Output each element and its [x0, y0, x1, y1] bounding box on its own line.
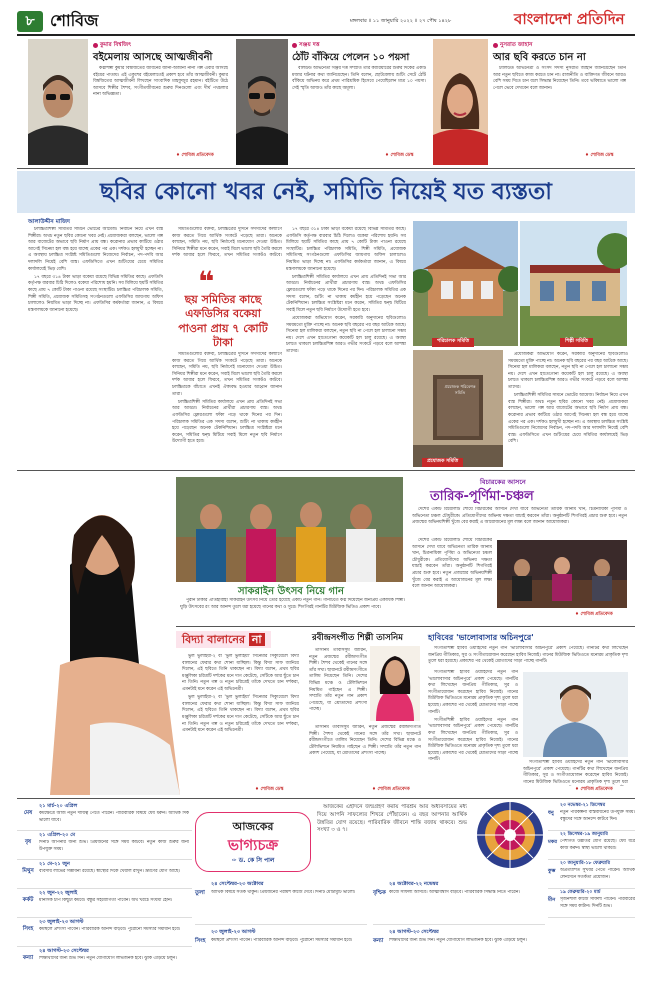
sakrain-body: পুরান ঢাকার ঐতিহ্যবাহী সাকরাইন উৎসব নিয়ে তৈরি হয়েছে একটি নতুন গান। গানটিতে কণ্ঠ দিয়েছেন জনপ্রিয় একাধিক শিল্পী। ঘুড়ি উৎসবের রং আর আনন্দ তুলে ধরা হয়েছে গানের কথা ও সুরে। শিগগিরই গানটির মিউজিক ভিডিও প্রকাশ পাবে।: [180, 598, 405, 610]
story1-kicker: কুমার বিশ্বজিৎ: [93, 41, 131, 49]
horoscope-sign: কন্যা: [22, 955, 34, 961]
tarik-headline-small: বিচারকের আসনে: [480, 478, 526, 486]
pullquote-mark: ❝: [198, 265, 215, 298]
horoscope-entry: [17, 831, 192, 860]
horoscope-sign: বৃষ: [24, 839, 32, 845]
page-number-badge: ৮: [17, 11, 43, 32]
lead-bottom-rule: [17, 470, 635, 471]
nusrat-photo: [433, 39, 488, 165]
habib-photo: [523, 672, 628, 757]
horoscope-date: ১৯ ফেব্রুয়ারি-২০ মার্চ: [560, 890, 601, 895]
lead-col2-lower: সমিতিগুলোর বক্তব্য, চলচ্চিত্রের দুর্দিনে সদস্যদের কল্যাণে কাজ করতে গিয়ে আর্থিক সংকটে পড়েছে তারা। অনেকে বলছেন, সমিতি নয়, ছবি নির্মাণেই মনোযোগ দেওয়া উচিত। সিনিয়র শিল্পীরা মনে করেন, সবাই মিলে ভালো ছবি তৈরি করলে দর্শক আবার হলে ফিরবে, তখন সমিতির সংকটও কাটবে। চলচ্চিত্রকে বাঁচাতে এখনই ঐক্যবদ্ধ হওয়ার আহ্বান জানান তারা। চলচ্চিত্রশিল্পী সমিতির কার্যালয়ে এখন প্রায় প্রতিদিনই সভা আর আড্ডা। নির্বাচনের প্রার্থীরা প্রচারণায় ব্যস্ত। অথচ এফডিসির ফ্লোরগুলো ফাঁকা পড়ে থাকে দিনের পর দিন। পরিচালক সমিতির এক সদস্য বলেন, শুটিং না থাকায় কর্মহীন হয়ে পড়েছেন অনেক টেকনিশিয়ান। চলচ্চিত্র সংশ্লিষ্টরা মনে করেন, সমিতির দ্বন্দ্ব মিটিয়ে সবাই মিলে নতুন ছবি নির্মাণে উদ্যোগী হতে হবে।: [172, 352, 282, 445]
horoscope-date: ২৪ আগস্ট-২৩ সেপ্টেম্বর: [389, 929, 439, 935]
tarik-body: দেশের একটি রিয়েলিটি শোয়ে বিচারকের আসনে দেখা যাবে অভিনেতা তারিক আনাম খান, চিত্রনায়িকা পূর্ণিমা ও অভিনেতা চঞ্চল চৌধুরীকে। প্রতিযোগীদের অভিনয় দক্ষতা যাচাই করবেন তাঁরা। অনুষ্ঠানটি শিগগিরই প্রচার শুরু হবে। নতুন প্রজন্মের অভিনয়শিল্পী খুঁজে বের করাই এ আয়োজনের মূল লক্ষ্য বলে জানান আয়োজকরা।: [412, 507, 627, 526]
horoscope-entry: [373, 880, 545, 925]
sakrain-headline: সাকরাইন উৎসব নিয়ে গান: [238, 586, 344, 597]
horoscope-text: শিক্ষার্থীদের জন্য শুভ দিন। নতুন যোগাযোগ লাভজনক হবে। ঝুঁকি এড়িয়ে চলুন।: [39, 956, 177, 961]
story2-body: বলিউড অভিনেতা সঞ্জয় দত্ত সম্প্রতি তাঁর ক্যারিয়ারের শুরুর দিকের একটি মজার ঘটনার কথা জানিয়েছেন। তিনি বলেন, ছোটবেলায় শুটিং সেটে ঠোঁট বাঁকিয়ে অভিনয় করে প্রথম পারিশ্রমিক হিসেবে পেয়েছিলেন মাত্র ১০ পয়সা। সেই স্মৃতি আজও তাঁর কাছে অমূল্য।: [292, 66, 426, 91]
vidya-photo: [30, 475, 180, 795]
horoscope-text: কর্মক্ষেত্রে আজ নতুন দায়িত্ব পেতে পারেন। পারিবারিক বিষয়ে ধৈর্য ধরুন। আর্থিক দিক ভালো যাবে।: [39, 811, 189, 823]
tarik-headline: তারিক-পূর্ণিমা-চঞ্চল: [430, 489, 534, 504]
zodiac-wheel: [475, 800, 545, 870]
story3-signature: ♦ শোবিজ ডেস্ক: [585, 153, 614, 158]
horoscope-date: ২৪ সেপ্টেম্বর-২৩ অক্টোবর: [211, 881, 264, 887]
horoscope-text: আর্থিক বিষয়ে সতর্ক থাকুন। প্রিয়জনের পরামর্শ কাজে দেবে। দিনটি মোটামুটি ভালো।: [211, 890, 356, 895]
vidya-signature: ♦ শোবিজ ডেস্ক: [255, 787, 284, 792]
habib-body-top: সংগীতশিল্পী হাবিব ওয়াহিদের নতুন গান 'ভালোবাসার অচিনপুরে' প্রকাশ পেয়েছে। গানটির কথা লিখেছেন জনপ্রিয় গীতিকার, সুর ও সংগীতায়োজন করেছেন হাবিব নিজেই। গানের মিউজিক ভিডিওতে মনোরম প্রাকৃতিক দৃশ্য তুলে ধরা হয়েছে। প্রকাশের পর থেকেই শ্রোতাদের সাড়া পাচ্ছে গানটি।: [428, 646, 628, 665]
tarik-signature: ♦ শোবিজ প্রতিবেদক: [575, 612, 613, 617]
tarik-photo: [497, 540, 627, 608]
horoscope-entry: [195, 880, 367, 925]
producer-plaque: প্রযোজক পরিবেশক সমিতি: [444, 384, 476, 395]
horoscope-text: কাজে সাফল্য আসবে। আত্মবিশ্বাস বাড়বে। পারিবারিক সিদ্ধান্ত নিতে পারেন।: [389, 890, 520, 895]
horoscope-text: সৃজনশীল কাজে সাফল্য পাবেন। পরিবারের সঙ্গে সময় কাটান। দিনটি শুভ।: [560, 897, 635, 909]
story2-headline: ঠোঁট বাঁকিয়ে পেলেন ১০ পয়সা: [292, 52, 410, 63]
horoscope-sign: কন্যা: [373, 938, 384, 944]
section-title: শোবিজ: [50, 11, 99, 30]
horoscope-entry: [17, 802, 192, 831]
horoscope-sign: মকর: [548, 839, 558, 845]
horoscope-author: ✑ ড. কে সি পাল: [231, 856, 275, 864]
horoscope-entry: [548, 860, 635, 889]
sakrain-photo: [176, 477, 403, 582]
tarik-body-left: দেশের একটি রিয়েলিটি শোয়ে বিচারকের আসনে দেখা যাবে অভিনেতা তারিক আনাম খান, চিত্রনায়িকা পূর্ণিমা ও অভিনেতা চঞ্চল চৌধুরীকে। প্রতিযোগীদের অভিনয় দক্ষতা যাচাই করবেন তাঁরা। অনুষ্ঠানটি শিগগিরই প্রচার শুরু হবে। নতুন প্রজন্মের অভিনয়শিল্পী খুঁজে বের করাই এ আয়োজনের মূল লক্ষ্য বলে জানান আয়োজকরা।: [412, 538, 492, 590]
horoscope-entry: [373, 928, 545, 973]
lead-col2: সমিতিগুলোর বক্তব্য, চলচ্চিত্রের দুর্দিনে সদস্যদের কল্যাণে কাজ করতে গিয়ে আর্থিক সংকটে পড়েছে তারা। অনেকে বলছেন, সমিতি নয়, ছবি নির্মাণেই মনোযোগ দেওয়া উচিত। সিনিয়র শিল্পীরা মনে করেন, সবাই মিলে ভালো ছবি তৈরি করলে দর্শক আবার হলে ফিরবে, তখন সমিতির সংকটও কাটবে।: [172, 227, 282, 257]
vidya-banner-emph: না: [249, 633, 265, 646]
masthead-rule: [17, 34, 635, 36]
horoscope-right-col: [548, 802, 635, 918]
habib-body-left: সংগীতশিল্পী হাবিব ওয়াহিদের নতুন গান 'ভালোবাসার অচিনপুরে' প্রকাশ পেয়েছে। গানটির কথা লিখেছেন জনপ্রিয় গীতিকার, সুর ও সংগীতায়োজন করেছেন হাবিব নিজেই। গানের মিউজিক ভিডিওতে মনোরম প্রাকৃতিক দৃশ্য তুলে ধরা হয়েছে। প্রকাশের পর থেকেই শ্রোতাদের সাড়া পাচ্ছে গানটি। সংগীতশিল্পী হাবিব ওয়াহিদের নতুন গান 'ভালোবাসার অচিনপুরে' প্রকাশ পেয়েছে। গানটির কথা লিখেছেন জনপ্রিয় গীতিকার, সুর ও সংগীতায়োজন করেছেন হাবিব নিজেই। গানের মিউজিক ভিডিওতে মনোরম প্রাকৃতিক দৃশ্য তুলে ধরা হয়েছে। প্রকাশের পর থেকেই শ্রোতাদের সাড়া পাচ্ছে গানটি।: [428, 670, 518, 763]
horoscope-date: ২০ জানুয়ারি-১৮ ফেব্রুয়ারি: [560, 861, 611, 866]
photo-director-association: [413, 221, 518, 346]
tasnim-signature: ♦ শোবিজ প্রতিবেদক: [372, 787, 410, 792]
habib-headline: হাবিবের 'ভালোবাসার অচিনপুরে': [428, 633, 534, 642]
horoscope-text: অপ্রত্যাশিত সুখবর পেতে পারেন। আর্থিক লেনদেনে সতর্কতা প্রয়োজন।: [560, 868, 635, 880]
horoscope-entry: [17, 947, 192, 976]
horoscope-title-main: ভাগ্যচক্র: [227, 835, 279, 854]
horoscope-entry: [17, 918, 192, 947]
horoscope-sign: মেষ: [23, 810, 33, 816]
habib-body: সংগীতশিল্পী হাবিব ওয়াহিদের নতুন গান 'ভালোবাসার অচিনপুরে' প্রকাশ পেয়েছে। গানটির কথা লিখেছেন জনপ্রিয় গীতিকার, সুর ও সংগীতায়োজন করেছেন হাবিব নিজেই। গানের মিউজিক ভিডিওতে মনোরম প্রাকৃতিক দৃশ্য তুলে ধরা: [523, 760, 628, 785]
horoscope-text: নতুন পরিকল্পনা বাস্তবায়নের উপযুক্ত সময়। বন্ধুদের সঙ্গে আনন্দে কাটবে দিন।: [560, 810, 635, 822]
horoscope-title-box: [195, 812, 311, 872]
tasnim-body: তাসনিম তাবাসসুম জারিন, নতুন প্রজন্মের রবীন্দ্রসংগীত শিল্পী। শৈশব থেকেই গানের সঙ্গে তাঁর সখ্য। ছায়ানটে রবীন্দ্রসংগীতে তালিম নিয়েছেন তিনি। দেশের বিভিন্ন মঞ্চে ও টেলিভিশনে নিয়মিত গাইছেন এ শিল্পী। সম্প্রতি তাঁর নতুন গান প্রকাশ পেয়েছে, যা শ্রোতাদের প্রশংসা পাচ্ছে।: [309, 725, 421, 757]
horoscope-sign: সিংহ: [195, 938, 206, 944]
photo-label-director: পরিচালক সমিতি: [432, 338, 474, 347]
horoscope-text: ব্যবসায় লাভের সম্ভাবনা রয়েছে। স্বাস্থ্যের দিকে খেয়াল রাখুন। ভ্রমণের যোগ আছে।: [39, 869, 180, 874]
horoscope-sign: মীন: [548, 897, 556, 903]
date-line: মঙ্গলবার ॥ ১১ জানুয়ারি ২০২২ ॥ ২৭ পৌষ ১৪২৮: [350, 18, 452, 24]
horoscope-text: মানসিক চাপ কিছুটা কমবে। বন্ধুর সহযোগিতা পাবেন। অর্থ খরচে সংযমী হোন।: [39, 898, 173, 903]
horoscope-entry: [195, 928, 367, 973]
horoscope-sign: মিথুন: [22, 868, 34, 874]
story1-signature: ♦ শোবিজ প্রতিবেদক: [176, 153, 214, 158]
lead-col3: ১৭ বছরে ৩১৪ টাকা ভাড়া বকেয়া রয়েছে বিভিন্ন সমিতির কাছে। এফডিসি কর্তৃপক্ষ বারবার চিঠি দিলেও বকেয়া পরিশোধ হয়নি। সব মিলিয়ে ছয়টি সমিতির কাছে প্রায় ৭ কোটি টাকা পাওনা রয়েছে সংস্থাটির। চলচ্চিত্র পরিচালক সমিতি, শিল্পী সমিতি, প্রযোজক সমিতিসহ সংগঠনগুলো এফডিসির জায়গায় অফিস চালালেও নিয়মিত ভাড়া দিচ্ছে না। এফডিসির কর্মকর্তারা জানান, এ বিষয়ে মন্ত্রণালয়কে জানানো হয়েছে। চলচ্চিত্রশিল্পী সমিতির কার্যালয়ে এখন প্রায় প্রতিদিনই সভা আর আড্ডা। নির্বাচনের প্রার্থীরা প্রচারণায় ব্যস্ত। অথচ এফডিসির ফ্লোরগুলো ফাঁকা পড়ে থাকে দিনের পর দিন। পরিচালক সমিতির এক সদস্য বলেন, শুটিং না থাকায় কর্মহীন হয়ে পড়েছেন অনেক টেকনিশিয়ান। চলচ্চিত্র সংশ্লিষ্টরা মনে করেন, সমিতির দ্বন্দ্ব মিটিয়ে সবাই মিলে নতুন ছবি নির্মাণে উদ্যোগী হতে হবে। প্রযোজকরা অভিযোগ করেন, সরকারি অনুদানের ছবিগুলোও সময়মতো মুক্তি পাচ্ছে না। অনেক ছবি বছরের পর বছর আটকে আছে। সিনেমা হল মালিকরা বলছেন, নতুন ছবি না পেলে হল চালানো সম্ভব নয়। দেশে এখন হাতেগোনা কয়েকটি হল চালু রয়েছে। এ অবস্থা চলতে থাকলে চলচ্চিত্রশিল্প আরও গভীর সংকটে পড়বে বলে আশঙ্কা তাদের।: [286, 227, 406, 354]
horoscope-date: ২৪ অক্টোবর-২২ নভেম্বর: [389, 881, 439, 887]
horoscope-date: ২৩ জুলাই-২৩ আগস্ট: [211, 929, 256, 935]
story3-headline: আর ছবি করতে চান না: [493, 52, 586, 63]
horoscope-entry: [17, 860, 192, 889]
story2-signature: ♦ শোবিজ ডেস্ক: [385, 153, 414, 158]
horoscope-text: পেশাগত উন্নতির যোগ রয়েছে। ধৈর্য ধরে কাজ করুন। স্বাস্থ্য ভালো থাকবে।: [560, 839, 635, 851]
horoscope-sign: তুলা: [195, 890, 205, 896]
horoscope-entry: [548, 889, 635, 918]
kumar-photo: [28, 39, 88, 165]
top-strip-rule: [17, 168, 635, 169]
lead-col4: প্রযোজকরা অভিযোগ করেন, সরকারি অনুদানের ছবিগুলোও সময়মতো মুক্তি পাচ্ছে না। অনেক ছবি বছরের পর বছর আটকে আছে। সিনেমা হল মালিকরা বলছেন, নতুন ছবি না পেলে হল চালানো সম্ভব নয়। দেশে এখন হাতেগোনা কয়েকটি হল চালু রয়েছে। এ অবস্থা চলতে থাকলে চলচ্চিত্রশিল্প আরও গভীর সংকটে পড়বে বলে আশঙ্কা তাদের। চলচ্চিত্রশিল্পী সমিতির সামনে ভোটের আমেজ। নির্বাচন নিয়ে এখন ব্যস্ত শিল্পীরা। অথচ নতুন ছবির কোনো খবর নেই। প্রযোজকরা বলছেন, ভালো গল্প আর বাজেটের অভাবে ছবি নির্মাণ প্রায় বন্ধ। করোনার প্রভাব কাটিয়ে ওঠার আগেই সিনেমা হল বন্ধ হয়ে যাচ্ছে একের পর এক। দর্শকও হলমুখী হচ্ছেন না। এ অবস্থায় চলচ্চিত্র সংশ্লিষ্ট সমিতিগুলো নিজেদের নির্বাচন, পদ-পদবি আর দলাদলি নিয়েই বেশি ব্যস্ত। এফডিসিতে এখন শুটিংয়ের চেয়ে সমিতির কার্যালয়েই ভিড় বেশি।: [508, 352, 628, 445]
story3-body: টালিউড অভিনেত্রী ও সংসদ সদস্য নুসরাত জাহান জানিয়েছেন তিনি আর নতুন ছবিতে কাজ করতে চান না। রাজনীতি ও ব্যক্তিগত জীবনে আরও বেশি সময় দিতে চান বলে সিদ্ধান্ত নিয়েছেন তিনি। তবে ভবিষ্যতে ভালো গল্প পেলে ভেবে দেখবেন বলে জানান।: [493, 66, 626, 91]
vidya-banner-prefix: বিদ্যা বালানের: [182, 633, 245, 646]
vidya-body: ভুল ভুলাইয়া-২ বা 'ভুল ভুলাইয়া' সিনেমার সিক্যুয়েলে বিদ্যা বালানের ফেরার কথা শোনা যাচ্ছিল। কিন্তু বিদ্যা সাফ জানিয়ে দিলেন, এই ছবিতে তিনি থাকছেন না। বিদ্যা বলেন, প্রথম ছবির মঞ্জুলিকা চরিত্রটি দর্শকের মনে দাগ কেটেছে, সেটিকে আর ছুঁতে চান না তিনি। নতুন গল্প ও নতুন চরিত্রেই তাঁকে দেখতে চান দর্শকরা, এমনটাই মনে করেন এই অভিনেত্রী। ভুল ভুলাইয়া-২ বা 'ভুল ভুলাইয়া' সিনেমার সিক্যুয়েলে বিদ্যা বালানের ফেরার কথা শোনা যাচ্ছিল। কিন্তু বিদ্যা সাফ জানিয়ে দিলেন, এই ছবিতে তিনি থাকছেন না। বিদ্যা বলেন, প্রথম ছবির মঞ্জুলিকা চরিত্রটি দর্শকের মনে দাগ কেটেছে, সেটিকে আর ছুঁতে চান না তিনি। নতুন গল্প ও নতুন চরিত্রেই তাঁকে দেখতে চান দর্শকরা, এমনটাই মনে করেন এই অভিনেত্রী।: [182, 654, 299, 734]
lead-byline: আলাউদ্দীন মাজিদ: [28, 219, 70, 225]
pullquote: ছয় সমিতির কাছে এফডিসির বকেয়া পাওনা প্রায় ৭ কোটি টাকা: [178, 293, 268, 349]
horoscope-title-small: আজকের: [232, 820, 274, 833]
horoscope-text: শিক্ষার্থীদের জন্য শুভ দিন। নতুন যোগাযোগ লাভজনক হবে। ঝুঁকি এড়িয়ে চলুন।: [389, 938, 527, 943]
horoscope-intro: আজকের এইদিনে জন্মগ্রহণ করায় পরিশ্রম আর অধ্যবসায়ের মধ্য দিয়ে আপনি সাফল্যের শিখরে পৌঁছাবেন। এ বছর আপনার আর্থিক উন্নতির যোগ রয়েছে। পারিবারিক জীবনে শান্তি বজায় থাকবে। শুভ সংখ্যা ৩ ও ৭।: [317, 804, 467, 834]
horoscope-date: ২৩ জুলাই-২৩ আগস্ট: [39, 919, 84, 925]
horoscope-sign: বৃশ্চিক: [373, 890, 386, 896]
story3-kicker: নুসরাত জাহান: [493, 41, 532, 49]
tasnim-body-left: তাসনিম তাবাসসুম জারিন, নতুন প্রজন্মের রবীন্দ্রসংগীত শিল্পী। শৈশব থেকেই গানের সঙ্গে তাঁর সখ্য। ছায়ানটে রবীন্দ্রসংগীতে তালিম নিয়েছেন তিনি। দেশের বিভিন্ন মঞ্চে ও টেলিভিশনে নিয়মিত গাইছেন এ শিল্পী। সম্প্রতি তাঁর নতুন গান প্রকাশ পেয়েছে, যা শ্রোতাদের প্রশংসা পাচ্ছে।: [309, 648, 367, 713]
photo-artists-association: [520, 221, 627, 346]
horoscope-text: কর্মস্থলে প্রশংসা পাবেন। পারিবারিক আনন্দ বাড়বে। পুরোনো সমস্যার সমাধান হবে।: [39, 927, 181, 932]
horoscope-date: ২২ ডিসেম্বর-১৯ জানুয়ারি: [560, 832, 608, 837]
horoscope-date: ২২ জুন-২২ জুলাই: [39, 890, 78, 896]
horoscope-date: ২১ এপ্রিল-২০ মে: [39, 832, 76, 838]
horoscope-mid-row: [195, 880, 545, 975]
vidya-banner: [176, 631, 271, 648]
story1-headline: বইমেলায় আসছে আত্মজীবনী: [93, 52, 213, 63]
horoscope-text: দিনটি আপনার জন্য শুভ। প্রিয়জনের সঙ্গে সময় কাটবে। নতুন কাজ শুরুর জন্য উপযুক্ত সময়।: [39, 840, 189, 852]
photo-producer-association: [413, 350, 503, 467]
lead-banner: ছবির কোনো খবর নেই, সমিতি নিয়েই যত ব্যস্ততা: [17, 171, 635, 213]
horoscope-entry: [548, 802, 635, 831]
story1-body: কণ্ঠশিল্পী কুমার বিশ্বজিতের জীবনের জানা-অজানা নানা গল্প এবার আসছে বইয়ের পাতায়। এই একুশের বইমেলাতেই প্রকাশ হবে তাঁর আত্মজীবনী। কুমার বিশ্বজিতের আত্মজীবনী লিখছেন সাংবাদিক মাহফুজুর রহমান। বইটিতে উঠে আসবে শিল্পীর শৈশব, সংগীতজীবনের শুরুর দিনগুলো এবং দীর্ঘ পথচলার নানা অভিজ্ঞতা।: [93, 66, 228, 98]
horoscope-date: ২১ মার্চ-২০ এপ্রিল: [39, 803, 78, 809]
horoscope-text: কর্মস্থলে প্রশংসা পাবেন। পারিবারিক আনন্দ বাড়বে। পুরোনো সমস্যার সমাধান হবে।: [211, 938, 353, 943]
horoscope-sign: সিংহ: [22, 926, 34, 932]
horoscope-date: ২১ মে-২১ জুন: [39, 861, 70, 867]
horoscope-top-rule: [17, 798, 635, 799]
sanjay-photo: [236, 39, 288, 165]
tasnim-headline: রবীন্দ্রসংগীত শিল্পী তাসনিম: [312, 633, 403, 643]
horoscope-sign: কুম্ভ: [548, 868, 556, 874]
horoscope-date: ২৩ নভেম্বর-২১ ডিসেম্বর: [560, 803, 606, 808]
photo-label-producer: প্রযোজক সমিতি: [422, 458, 463, 467]
photo-label-artists: শিল্পী সমিতি: [560, 338, 593, 347]
story2-kicker: সঞ্জয় দত্ত: [292, 41, 320, 49]
horoscope-entry: [548, 831, 635, 860]
horoscope-sign: ধনু: [548, 810, 554, 816]
horoscope-entry: [17, 889, 192, 918]
tasnim-photo: [370, 646, 420, 721]
horoscope-left-col: [17, 802, 192, 976]
habib-signature: ♦ শোবিজ প্রতিবেদক: [575, 787, 613, 792]
brand-logo: বাংলাদেশ প্রতিদিন: [514, 10, 625, 28]
mid-rule: [176, 626, 635, 627]
horoscope-sign: কর্কট: [22, 897, 34, 903]
horoscope-date: ২৪ আগস্ট-২৩ সেপ্টেম্বর: [39, 948, 89, 954]
lead-col1: চলচ্চিত্রশিল্পী সমিতির সামনে ভোটের আমেজ। নির্বাচন নিয়ে এখন ব্যস্ত শিল্পীরা। অথচ নতুন ছবির কোনো খবর নেই। প্রযোজকরা বলছেন, ভালো গল্প আর বাজেটের অভাবে ছবি নির্মাণ প্রায় বন্ধ। করোনার প্রভাব কাটিয়ে ওঠার আগেই সিনেমা হল বন্ধ হয়ে যাচ্ছে একের পর এক। দর্শকও হলমুখী হচ্ছেন না। এ অবস্থায় চলচ্চিত্র সংশ্লিষ্ট সমিতিগুলো নিজেদের নির্বাচন, পদ-পদবি আর দলাদলি নিয়েই বেশি ব্যস্ত। এফডিসিতে এখন শুটিংয়ের চেয়ে সমিতির কার্যালয়েই ভিড় বেশি। ১৭ বছরে ৩১৪ টাকা ভাড়া বকেয়া রয়েছে বিভিন্ন সমিতির কাছে। এফডিসি কর্তৃপক্ষ বারবার চিঠি দিলেও বকেয়া পরিশোধ হয়নি। সব মিলিয়ে ছয়টি সমিতির কাছে প্রায় ৭ কোটি টাকা পাওনা রয়েছে সংস্থাটির। চলচ্চিত্র পরিচালক সমিতি, শিল্পী সমিতি, প্রযোজক সমিতিসহ সংগঠনগুলো এফডিসির জায়গায় অফিস চালালেও নিয়মিত ভাড়া দিচ্ছে না। এফডিসির কর্মকর্তারা জানান, এ বিষয়ে মন্ত্রণালয়কে জানানো হয়েছে।: [28, 227, 163, 313]
